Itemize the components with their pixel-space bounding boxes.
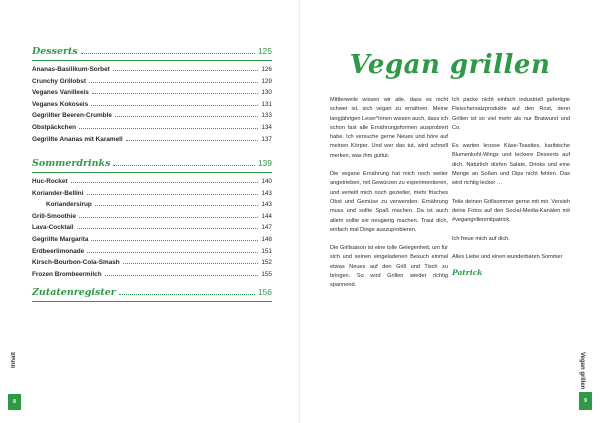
toc-section-page: 139 [257, 158, 272, 168]
dot-leader [79, 128, 258, 129]
toc-entry[interactable] [32, 211, 272, 223]
toc-entry-label: Ananas-Basilikum-Sorbet [32, 66, 110, 73]
dot-leader [123, 263, 259, 264]
chapter-side-label: Inhalt [11, 352, 17, 368]
toc-section-page: 156 [257, 287, 272, 297]
toc-section [32, 46, 272, 145]
toc-entry-label: Veganes Vanilleeis [32, 89, 89, 97]
toc-section-title: Desserts [32, 46, 78, 57]
toc-entry-page: 151 [261, 247, 272, 255]
toc-entry-page: 144 [261, 212, 272, 220]
toc-section-heading[interactable] [32, 158, 272, 173]
toc-entry-page: 137 [261, 135, 272, 143]
author-signature: Patrick [452, 268, 483, 278]
toc-entry[interactable] [32, 99, 272, 111]
toc-entry-page: 133 [261, 112, 272, 120]
text-column-right [452, 96, 570, 277]
dot-leader [105, 275, 259, 276]
toc-entry-page: 143 [261, 189, 272, 197]
toc-entry[interactable] [32, 87, 272, 99]
toc-entry[interactable] [32, 64, 272, 76]
toc-entry-label: Huc-Rocket [32, 178, 68, 185]
toc-section-title: Zutatenregister [32, 287, 116, 298]
toc-entry[interactable] [32, 246, 272, 258]
dot-leader [91, 240, 258, 241]
dot-leader [113, 165, 254, 166]
toc-entry[interactable] [32, 257, 272, 269]
toc-section-heading[interactable] [32, 287, 272, 302]
text-column-left [330, 96, 448, 300]
toc-entry[interactable] [32, 269, 272, 281]
toc-section [32, 287, 272, 305]
toc-entry-label: Koriandersirup [46, 201, 92, 209]
body-paragraph: Teile deinen Grillsommer gerne mit mir. Versieh deine Fotos auf den Social-Media-Kanälen mit #vegangrillenmitpatrick. [452, 198, 570, 224]
toc-entry[interactable] [32, 222, 272, 234]
body-paragraph: Ich packe nicht einfach industriell gefertigte Fleischersatzprodukte auf den Rost, denn Grillen ist so viel mehr als nur Bratwurst und Co. [452, 97, 570, 131]
toc-entry-page: 134 [261, 123, 272, 131]
toc-entry-label: Obstpäckchen [32, 123, 77, 131]
dot-leader [92, 93, 258, 94]
toc-entry-page: 130 [261, 89, 272, 97]
toc-section-heading[interactable] [32, 46, 272, 61]
dot-leader [126, 140, 259, 141]
dot-leader [113, 70, 259, 71]
toc-entry-page: 140 [261, 178, 272, 185]
toc-entry-label: Gegrillte Margarita [32, 235, 89, 243]
dot-leader [87, 194, 259, 195]
toc-entry-label: Gegrillter Beeren-Crumble [32, 112, 112, 120]
toc-entry[interactable] [32, 199, 272, 211]
toc-entry-page: 152 [261, 259, 272, 267]
page-number-tab: 8 [8, 394, 21, 410]
toc-entry-page: 148 [261, 235, 272, 243]
page-number-tab: 9 [579, 392, 592, 410]
toc-entry-label: Kirsch-Bourbon-Cola-Smash [32, 259, 120, 267]
body-paragraph: Alles Liebe und einen wunderbaren Sommer [452, 253, 563, 260]
toc-entry-label: Frozen Brombeermilch [32, 270, 102, 278]
toc-entry-page: 143 [261, 201, 272, 209]
body-paragraph: Mittlerweile wissen wir alle, dass es nicht schwer ist, sich vegan zu ernähren. Meine langjährigen Leser*innen wissen auch, dass ich schon fast alle Ernährungsformen ausprobiert habe. Ich versuche gerne Neues und höre auf meinen Körper. Und wer das tut, wird schnell merken, was ihm guttut. [330, 97, 448, 159]
chapter-side-label: Vegan grillen [579, 352, 585, 390]
body-paragraph: Die vegane Ernährung hat mich noch weiter angetrieben, mit Gewürzen zu experimentieren, und verteilt mich noch gezielter, mehr frisches Obst und Gemüse zu verwenden. Ernährung muss und sollte Spaß machen. Da ist auch allem sollte sie neugierig machen. Traut dich, einfach mal Dinge auszuprobieren. [330, 171, 448, 233]
dot-leader [77, 228, 259, 229]
dot-leader [71, 182, 259, 183]
toc-entry-label: Erdbeerlimonade [32, 247, 85, 255]
toc-entry-label: Lava-Cocktail [32, 224, 74, 232]
dot-leader [79, 217, 258, 218]
toc-entry[interactable] [32, 110, 272, 122]
toc-entry-page: 147 [261, 224, 272, 232]
toc-section-page: 125 [257, 46, 272, 56]
toc-entry-page: 129 [261, 77, 272, 85]
toc-entry[interactable] [32, 176, 272, 188]
dot-leader [115, 116, 258, 117]
toc-entry-page: 131 [261, 100, 272, 108]
toc-entry[interactable] [32, 134, 272, 146]
body-paragraph: Die Grillsaison ist eine tolle Gelegenheit, um für sich und seinen eingeladenen Besuch einmal etwas Neues auf den Grill und Tisch zu bringen. So wird Grillen wieder richtig spannend. [330, 245, 448, 289]
toc-entry-label: Grill-Smoothie [32, 212, 77, 220]
toc-entry[interactable] [32, 188, 272, 200]
toc-entry[interactable] [32, 234, 272, 246]
toc-entry-page: 126 [261, 66, 272, 73]
dot-leader [81, 53, 255, 54]
toc-entry[interactable] [32, 122, 272, 134]
toc-entry-label: Veganes Kokoseis [32, 100, 89, 108]
dot-leader [119, 294, 255, 295]
toc-entry-label: Gegrillte Ananas mit Karamell [32, 135, 123, 143]
dot-leader [87, 252, 258, 253]
body-paragraph: Es warten krosse Käse-Toasties, karibische Blumenkohl-Wings und leckere Desserts auf dich. Natürlich dürfen Salate, Drinks und eine Menge an Soßen und Dips nicht fehlen. Das wird richtig lecker … [452, 143, 570, 187]
toc-entry[interactable] [32, 76, 272, 88]
dot-leader [91, 105, 258, 106]
toc-entry-page: 155 [261, 270, 272, 278]
toc-entry-label: Crunchy Grillobst [32, 77, 86, 85]
body-paragraph: Ich freue mich auf dich. [452, 235, 510, 242]
right-page [300, 0, 600, 423]
dot-leader [95, 205, 259, 206]
dot-leader [89, 82, 258, 83]
page-title: Vegan grillen [349, 50, 551, 80]
toc-entry-label: Koriander-Bellini [32, 189, 84, 197]
toc-section-title: Sommerdrinks [32, 158, 111, 169]
toc-section [32, 158, 272, 280]
